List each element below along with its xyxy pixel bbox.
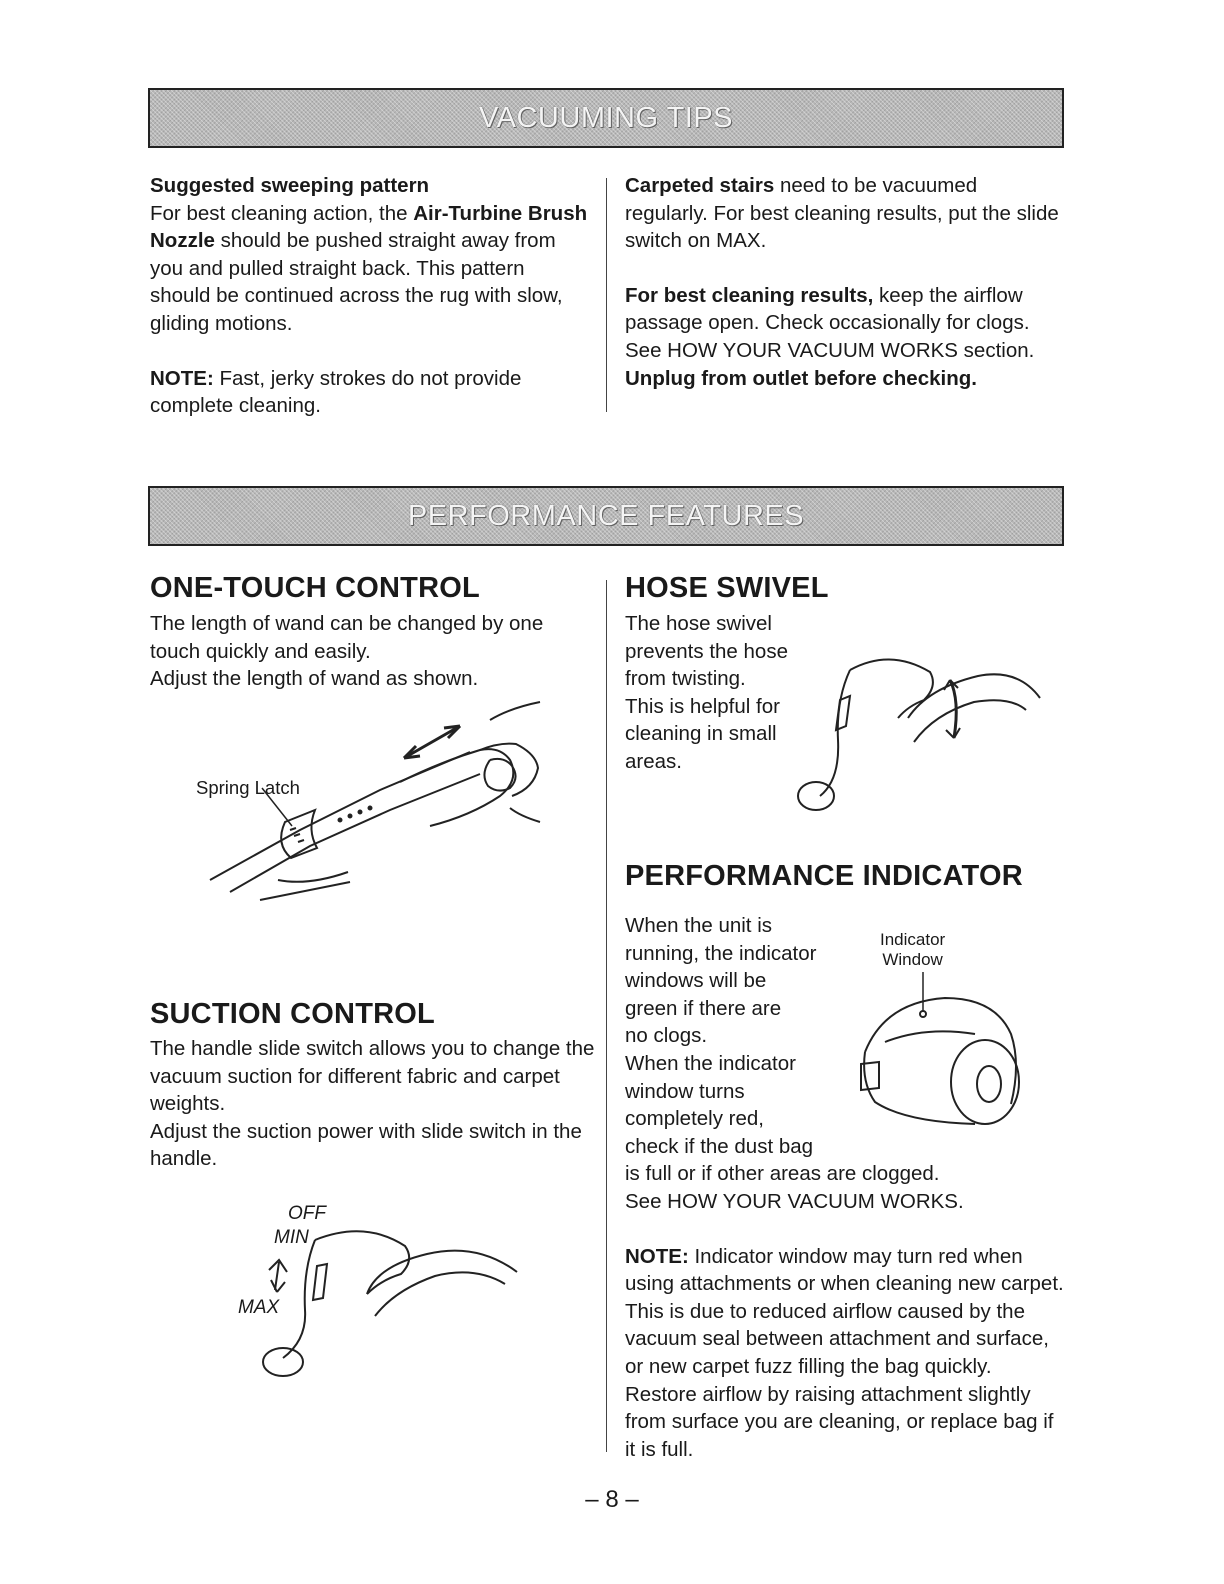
carpeted-stairs-text: Carpeted stairs need to be vacuumed regularly. For best cleaning results, put the slide switch on MAX. [625, 174, 1059, 253]
performance-features-title: PERFORMANCE FEATURES [407, 499, 805, 532]
suction-text: The handle slide switch allows you to change the vacuum suction for different fabric and carpet weights. Adjust the suction power with slide switch in the handle. [150, 1037, 595, 1171]
performance-features-banner [148, 486, 1064, 546]
one-touch-heading: ONE-TOUCH CONTROL [150, 572, 480, 604]
max-label: MAX [238, 1297, 280, 1318]
one-touch-text: The length of wand can be changed by one touch quickly and easily. Adjust the length of wand as shown. [150, 612, 544, 691]
spring-latch-label: Spring Latch [196, 777, 300, 798]
features-column-divider [606, 580, 607, 1452]
hose-swivel-illustration [790, 640, 1050, 820]
indicator-vacuum-illustration [855, 972, 1035, 1142]
sweeping-pattern-section [150, 172, 590, 420]
performance-indicator-heading: PERFORMANCE INDICATOR [625, 860, 1023, 892]
tips-column-divider [606, 178, 607, 412]
wand-illustration [190, 690, 570, 910]
indicator-note: NOTE: Indicator window may turn red when using attachments or when cleaning new carpet. This is due to reduced airflow caused by the vacuum seal between attachment and surface, or new carpet fuzz filling the bag quickly. Restore airflow by raising attachment slightly from surface you are cleaning, or replace bag if it is full. [625, 1244, 1064, 1461]
page-number: – 8 – [585, 1486, 639, 1513]
min-label: MIN [274, 1227, 309, 1248]
vacuuming-tips-banner [148, 88, 1064, 148]
sweeping-pattern-heading: Suggested sweeping pattern [150, 174, 430, 197]
stairs-section [625, 172, 1065, 392]
sweeping-pattern-text: For best cleaning action, the Air-Turbine Brush Nozzle should be pushed straight away from you and pulled straight back. This pattern should be continued across the rug with slow, gliding motions. [150, 201, 588, 335]
indicator-text: When the unit is running, the indicator windows will be green if there are no clogs. When the indicator window turns completely red, check if the dust bag is full or if other areas are clogged. See HOW YOUR VACUUM WORKS. NOTE: Indicator window may turn red when using attachments or when cleaning new carpet. This is due to reduced airflow caused by the vacuum seal between attachment and surface, or new carpet fuzz filling the bag quickly. Restore airflow by raising attachment slightly from surface you are cleaning, or replace bag if it is full. [625, 912, 1065, 1463]
suction-heading: SUCTION CONTROL [150, 998, 435, 1030]
best-results-text: For best cleaning results, keep the airflow passage open. Check occasionally for clogs. See HOW YOUR VACUUM WORKS section. Unplug from outlet before checking. [625, 283, 1035, 390]
off-label: OFF [288, 1203, 326, 1224]
vacuuming-tips-title: VACUUMING TIPS [478, 101, 734, 134]
sweeping-note: NOTE: Fast, jerky strokes do not provide complete cleaning. [150, 366, 522, 418]
hose-swivel-heading: HOSE SWIVEL [625, 572, 829, 604]
indicator-window-label: Indicator Window [880, 930, 946, 969]
suction-handle-illustration [255, 1220, 525, 1380]
hose-swivel-text: The hose swivel prevents the hose from twisting. This is helpful for cleaning in small areas. [625, 612, 788, 773]
